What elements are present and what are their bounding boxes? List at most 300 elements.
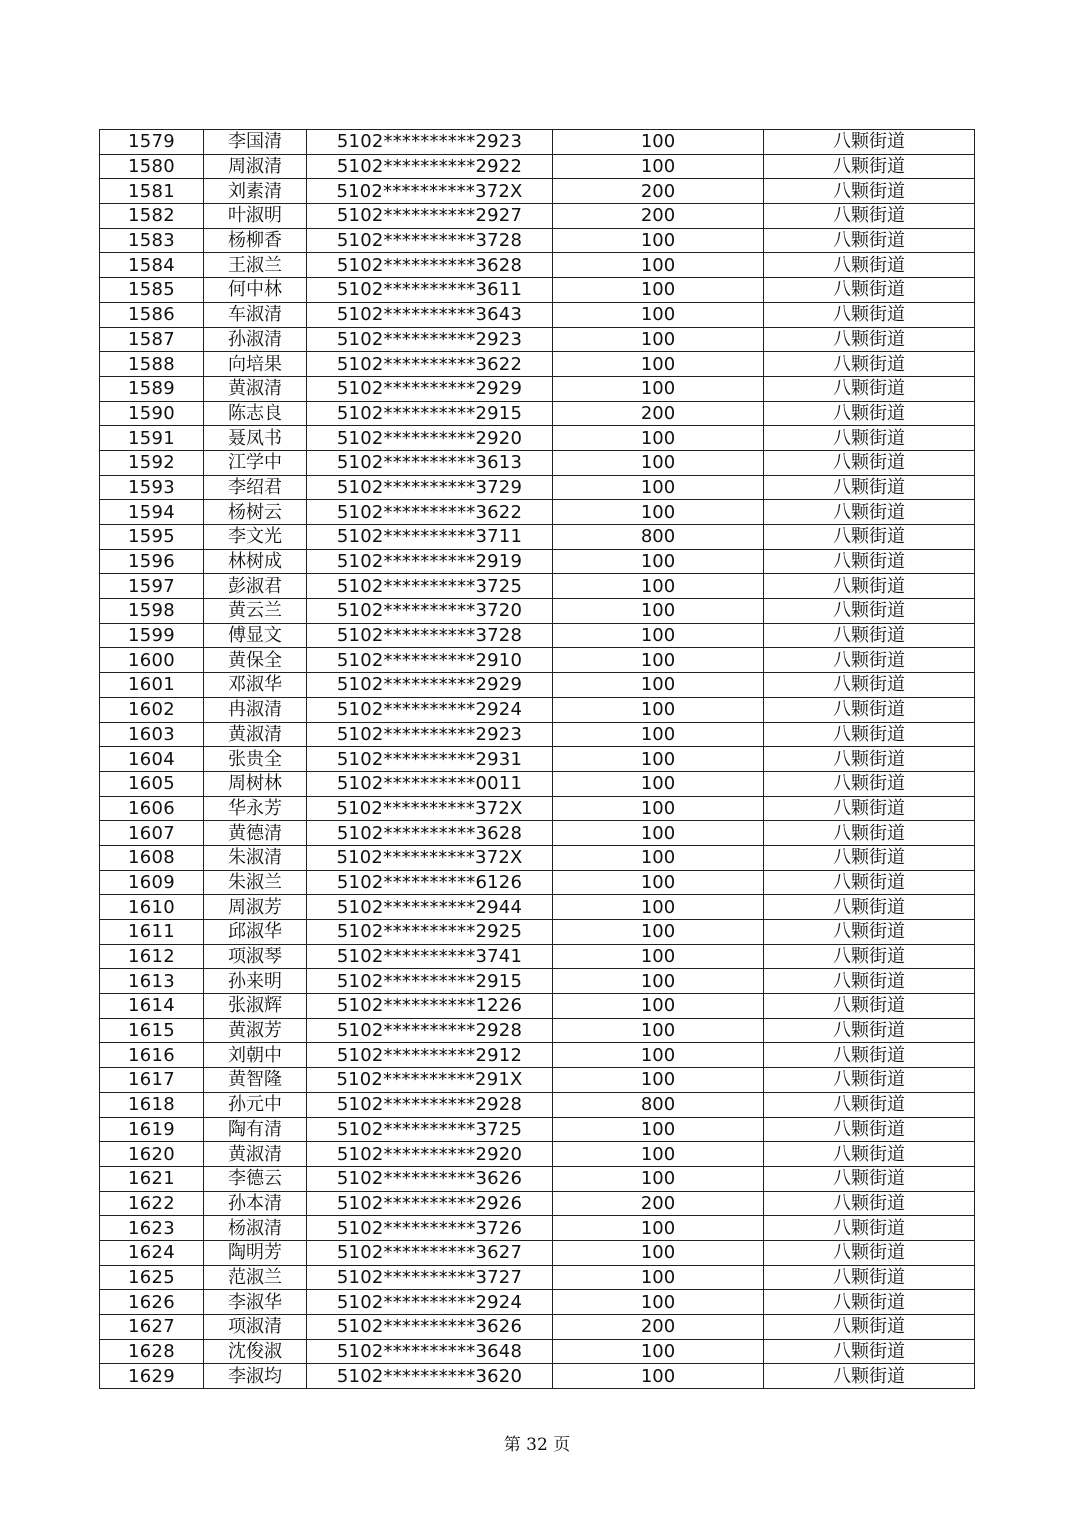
serial-number-cell: 1613	[100, 969, 204, 994]
serial-number-cell: 1601	[100, 673, 204, 698]
serial-number-cell: 1582	[100, 204, 204, 229]
street-cell: 八颗街道	[764, 1142, 975, 1167]
name-cell: 邱淑华	[204, 920, 307, 945]
amount-cell: 100	[553, 1117, 764, 1142]
id-number-cell: 5102**********2919	[307, 549, 553, 574]
serial-number-cell: 1599	[100, 623, 204, 648]
table-row	[100, 895, 975, 920]
street-cell: 八颗街道	[764, 352, 975, 377]
amount-cell: 100	[553, 302, 764, 327]
table-row	[100, 1339, 975, 1364]
street-cell: 八颗街道	[764, 994, 975, 1019]
name-cell: 杨柳香	[204, 228, 307, 253]
serial-number-cell: 1614	[100, 994, 204, 1019]
street-cell: 八颗街道	[764, 1364, 975, 1389]
serial-number-cell: 1587	[100, 327, 204, 352]
street-cell: 八颗街道	[764, 1092, 975, 1117]
id-number-cell: 5102**********2923	[307, 327, 553, 352]
name-cell: 李淑华	[204, 1290, 307, 1315]
amount-cell: 200	[553, 1191, 764, 1216]
table-row	[100, 574, 975, 599]
id-number-cell: 5102**********2928	[307, 1092, 553, 1117]
table-body	[100, 130, 975, 1389]
amount-cell: 100	[553, 1216, 764, 1241]
street-cell: 八颗街道	[764, 1166, 975, 1191]
id-number-cell: 5102**********3628	[307, 821, 553, 846]
id-number-cell: 5102**********2929	[307, 376, 553, 401]
serial-number-cell: 1609	[100, 870, 204, 895]
name-cell: 江学中	[204, 450, 307, 475]
id-number-cell: 5102**********2924	[307, 697, 553, 722]
name-cell: 项淑清	[204, 1315, 307, 1340]
street-cell: 八颗街道	[764, 278, 975, 303]
table-row	[100, 253, 975, 278]
table-row	[100, 1142, 975, 1167]
id-number-cell: 5102**********2920	[307, 426, 553, 451]
table-row	[100, 130, 975, 155]
amount-cell: 100	[553, 1166, 764, 1191]
id-number-cell: 5102**********0011	[307, 771, 553, 796]
amount-cell: 200	[553, 179, 764, 204]
serial-number-cell: 1616	[100, 1043, 204, 1068]
serial-number-cell: 1595	[100, 525, 204, 550]
serial-number-cell: 1604	[100, 747, 204, 772]
serial-number-cell: 1622	[100, 1191, 204, 1216]
serial-number-cell: 1597	[100, 574, 204, 599]
id-number-cell: 5102**********372X	[307, 845, 553, 870]
name-cell: 周淑清	[204, 154, 307, 179]
street-cell: 八颗街道	[764, 376, 975, 401]
id-number-cell: 5102**********2920	[307, 1142, 553, 1167]
id-number-cell: 5102**********291X	[307, 1068, 553, 1093]
name-cell: 刘朝中	[204, 1043, 307, 1068]
serial-number-cell: 1607	[100, 821, 204, 846]
id-number-cell: 5102**********2944	[307, 895, 553, 920]
name-cell: 王淑兰	[204, 253, 307, 278]
name-cell: 聂凤书	[204, 426, 307, 451]
street-cell: 八颗街道	[764, 401, 975, 426]
records-table	[99, 129, 975, 1389]
serial-number-cell: 1585	[100, 278, 204, 303]
table-row	[100, 969, 975, 994]
street-cell: 八颗街道	[764, 969, 975, 994]
serial-number-cell: 1625	[100, 1265, 204, 1290]
amount-cell: 100	[553, 1364, 764, 1389]
amount-cell: 100	[553, 599, 764, 624]
id-number-cell: 5102**********3728	[307, 228, 553, 253]
street-cell: 八颗街道	[764, 1240, 975, 1265]
serial-number-cell: 1580	[100, 154, 204, 179]
table-row	[100, 1364, 975, 1389]
id-number-cell: 5102**********2926	[307, 1191, 553, 1216]
table-row	[100, 747, 975, 772]
name-cell: 朱淑清	[204, 845, 307, 870]
table-row	[100, 623, 975, 648]
amount-cell: 100	[553, 920, 764, 945]
street-cell: 八颗街道	[764, 1068, 975, 1093]
table-row	[100, 1315, 975, 1340]
street-cell: 八颗街道	[764, 895, 975, 920]
amount-cell: 100	[553, 376, 764, 401]
serial-number-cell: 1603	[100, 722, 204, 747]
serial-number-cell: 1624	[100, 1240, 204, 1265]
table-row	[100, 1166, 975, 1191]
amount-cell: 200	[553, 401, 764, 426]
serial-number-cell: 1610	[100, 895, 204, 920]
name-cell: 车淑清	[204, 302, 307, 327]
id-number-cell: 5102**********2925	[307, 920, 553, 945]
serial-number-cell: 1593	[100, 475, 204, 500]
serial-number-cell: 1589	[100, 376, 204, 401]
id-number-cell: 5102**********3622	[307, 352, 553, 377]
amount-cell: 100	[553, 549, 764, 574]
serial-number-cell: 1579	[100, 130, 204, 155]
id-number-cell: 5102**********2912	[307, 1043, 553, 1068]
name-cell: 陶明芳	[204, 1240, 307, 1265]
table-row	[100, 1018, 975, 1043]
name-cell: 陶有清	[204, 1117, 307, 1142]
street-cell: 八颗街道	[764, 1018, 975, 1043]
page-number: 第 32 页	[503, 1435, 571, 1455]
table-row	[100, 1240, 975, 1265]
id-number-cell: 5102**********2915	[307, 969, 553, 994]
name-cell: 孙元中	[204, 1092, 307, 1117]
name-cell: 林树成	[204, 549, 307, 574]
amount-cell: 100	[553, 1290, 764, 1315]
street-cell: 八颗街道	[764, 944, 975, 969]
serial-number-cell: 1618	[100, 1092, 204, 1117]
name-cell: 邓淑华	[204, 673, 307, 698]
table-row	[100, 525, 975, 550]
id-number-cell: 5102**********3626	[307, 1315, 553, 1340]
street-cell: 八颗街道	[764, 525, 975, 550]
name-cell: 向培果	[204, 352, 307, 377]
amount-cell: 100	[553, 1043, 764, 1068]
table-row	[100, 648, 975, 673]
name-cell: 李文光	[204, 525, 307, 550]
street-cell: 八颗街道	[764, 1216, 975, 1241]
table-row	[100, 154, 975, 179]
amount-cell: 100	[553, 673, 764, 698]
table-row	[100, 920, 975, 945]
table-row	[100, 722, 975, 747]
street-cell: 八颗街道	[764, 648, 975, 673]
table-row	[100, 376, 975, 401]
serial-number-cell: 1617	[100, 1068, 204, 1093]
name-cell: 李淑均	[204, 1364, 307, 1389]
amount-cell: 100	[553, 475, 764, 500]
table-row	[100, 1117, 975, 1142]
serial-number-cell: 1586	[100, 302, 204, 327]
amount-cell: 100	[553, 845, 764, 870]
name-cell: 李绍君	[204, 475, 307, 500]
street-cell: 八颗街道	[764, 426, 975, 451]
amount-cell: 100	[553, 994, 764, 1019]
table-row	[100, 697, 975, 722]
street-cell: 八颗街道	[764, 574, 975, 599]
street-cell: 八颗街道	[764, 796, 975, 821]
serial-number-cell: 1629	[100, 1364, 204, 1389]
name-cell: 孙来明	[204, 969, 307, 994]
amount-cell: 100	[553, 771, 764, 796]
name-cell: 黄云兰	[204, 599, 307, 624]
table-row	[100, 450, 975, 475]
street-cell: 八颗街道	[764, 920, 975, 945]
serial-number-cell: 1596	[100, 549, 204, 574]
amount-cell: 200	[553, 1315, 764, 1340]
name-cell: 傅显文	[204, 623, 307, 648]
street-cell: 八颗街道	[764, 599, 975, 624]
street-cell: 八颗街道	[764, 1191, 975, 1216]
street-cell: 八颗街道	[764, 228, 975, 253]
name-cell: 孙淑清	[204, 327, 307, 352]
id-number-cell: 5102**********2929	[307, 673, 553, 698]
amount-cell: 100	[553, 648, 764, 673]
id-number-cell: 5102**********3725	[307, 574, 553, 599]
id-number-cell: 5102**********3611	[307, 278, 553, 303]
serial-number-cell: 1600	[100, 648, 204, 673]
amount-cell: 100	[553, 1339, 764, 1364]
amount-cell: 100	[553, 1068, 764, 1093]
amount-cell: 100	[553, 352, 764, 377]
table-row	[100, 944, 975, 969]
street-cell: 八颗街道	[764, 1117, 975, 1142]
table-row	[100, 327, 975, 352]
street-cell: 八颗街道	[764, 1043, 975, 1068]
amount-cell: 100	[553, 944, 764, 969]
street-cell: 八颗街道	[764, 1339, 975, 1364]
amount-cell: 100	[553, 1265, 764, 1290]
id-number-cell: 5102**********3729	[307, 475, 553, 500]
serial-number-cell: 1621	[100, 1166, 204, 1191]
street-cell: 八颗街道	[764, 204, 975, 229]
street-cell: 八颗街道	[764, 1315, 975, 1340]
id-number-cell: 5102**********3728	[307, 623, 553, 648]
serial-number-cell: 1584	[100, 253, 204, 278]
amount-cell: 100	[553, 253, 764, 278]
name-cell: 杨淑清	[204, 1216, 307, 1241]
serial-number-cell: 1620	[100, 1142, 204, 1167]
id-number-cell: 5102**********3720	[307, 599, 553, 624]
id-number-cell: 5102**********3622	[307, 500, 553, 525]
table-row	[100, 1068, 975, 1093]
serial-number-cell: 1626	[100, 1290, 204, 1315]
serial-number-cell: 1598	[100, 599, 204, 624]
street-cell: 八颗街道	[764, 747, 975, 772]
amount-cell: 100	[553, 130, 764, 155]
id-number-cell: 5102**********3727	[307, 1265, 553, 1290]
table-row	[100, 599, 975, 624]
amount-cell: 100	[553, 870, 764, 895]
table-row	[100, 352, 975, 377]
amount-cell: 100	[553, 796, 764, 821]
amount-cell: 100	[553, 426, 764, 451]
table-row	[100, 204, 975, 229]
name-cell: 黄淑清	[204, 376, 307, 401]
id-number-cell: 5102**********3627	[307, 1240, 553, 1265]
serial-number-cell: 1592	[100, 450, 204, 475]
id-number-cell: 5102**********3711	[307, 525, 553, 550]
street-cell: 八颗街道	[764, 500, 975, 525]
amount-cell: 100	[553, 895, 764, 920]
serial-number-cell: 1590	[100, 401, 204, 426]
table-row	[100, 1216, 975, 1241]
id-number-cell: 5102**********2927	[307, 204, 553, 229]
id-number-cell: 5102**********3741	[307, 944, 553, 969]
table-row	[100, 994, 975, 1019]
table-row	[100, 821, 975, 846]
id-number-cell: 5102**********2923	[307, 130, 553, 155]
id-number-cell: 5102**********1226	[307, 994, 553, 1019]
id-number-cell: 5102**********372X	[307, 796, 553, 821]
name-cell: 李国清	[204, 130, 307, 155]
table-row	[100, 1265, 975, 1290]
amount-cell: 100	[553, 1240, 764, 1265]
serial-number-cell: 1591	[100, 426, 204, 451]
name-cell: 周淑芳	[204, 895, 307, 920]
table-row	[100, 1043, 975, 1068]
street-cell: 八颗街道	[764, 623, 975, 648]
serial-number-cell: 1583	[100, 228, 204, 253]
table-row	[100, 401, 975, 426]
table-row	[100, 426, 975, 451]
street-cell: 八颗街道	[764, 1290, 975, 1315]
table-row	[100, 475, 975, 500]
street-cell: 八颗街道	[764, 549, 975, 574]
table-row	[100, 796, 975, 821]
street-cell: 八颗街道	[764, 771, 975, 796]
name-cell: 陈志良	[204, 401, 307, 426]
amount-cell: 100	[553, 1142, 764, 1167]
id-number-cell: 5102**********6126	[307, 870, 553, 895]
amount-cell: 100	[553, 574, 764, 599]
name-cell: 张贵全	[204, 747, 307, 772]
id-number-cell: 5102**********2931	[307, 747, 553, 772]
street-cell: 八颗街道	[764, 821, 975, 846]
table-row	[100, 278, 975, 303]
street-cell: 八颗街道	[764, 722, 975, 747]
street-cell: 八颗街道	[764, 475, 975, 500]
table-row	[100, 500, 975, 525]
id-number-cell: 5102**********2924	[307, 1290, 553, 1315]
name-cell: 冉淑清	[204, 697, 307, 722]
name-cell: 黄淑芳	[204, 1018, 307, 1043]
street-cell: 八颗街道	[764, 327, 975, 352]
street-cell: 八颗街道	[764, 697, 975, 722]
id-number-cell: 5102**********2928	[307, 1018, 553, 1043]
id-number-cell: 5102**********2910	[307, 648, 553, 673]
street-cell: 八颗街道	[764, 1265, 975, 1290]
serial-number-cell: 1605	[100, 771, 204, 796]
serial-number-cell: 1612	[100, 944, 204, 969]
table-row	[100, 845, 975, 870]
id-number-cell: 5102**********2922	[307, 154, 553, 179]
amount-cell: 100	[553, 722, 764, 747]
table-row	[100, 1191, 975, 1216]
serial-number-cell: 1594	[100, 500, 204, 525]
name-cell: 范淑兰	[204, 1265, 307, 1290]
name-cell: 张淑辉	[204, 994, 307, 1019]
amount-cell: 100	[553, 228, 764, 253]
name-cell: 彭淑君	[204, 574, 307, 599]
serial-number-cell: 1619	[100, 1117, 204, 1142]
table-row	[100, 870, 975, 895]
name-cell: 黄保全	[204, 648, 307, 673]
name-cell: 孙本清	[204, 1191, 307, 1216]
street-cell: 八颗街道	[764, 253, 975, 278]
serial-number-cell: 1588	[100, 352, 204, 377]
name-cell: 杨树云	[204, 500, 307, 525]
name-cell: 沈俊淑	[204, 1339, 307, 1364]
amount-cell: 100	[553, 450, 764, 475]
street-cell: 八颗街道	[764, 673, 975, 698]
name-cell: 李德云	[204, 1166, 307, 1191]
name-cell: 朱淑兰	[204, 870, 307, 895]
street-cell: 八颗街道	[764, 179, 975, 204]
serial-number-cell: 1611	[100, 920, 204, 945]
amount-cell: 100	[553, 1018, 764, 1043]
amount-cell: 100	[553, 821, 764, 846]
id-number-cell: 5102**********3620	[307, 1364, 553, 1389]
street-cell: 八颗街道	[764, 845, 975, 870]
id-number-cell: 5102**********3613	[307, 450, 553, 475]
amount-cell: 100	[553, 278, 764, 303]
serial-number-cell: 1627	[100, 1315, 204, 1340]
name-cell: 黄德清	[204, 821, 307, 846]
amount-cell: 800	[553, 1092, 764, 1117]
name-cell: 项淑琴	[204, 944, 307, 969]
id-number-cell: 5102**********372X	[307, 179, 553, 204]
name-cell: 叶淑明	[204, 204, 307, 229]
id-number-cell: 5102**********3725	[307, 1117, 553, 1142]
serial-number-cell: 1608	[100, 845, 204, 870]
id-number-cell: 5102**********3643	[307, 302, 553, 327]
street-cell: 八颗街道	[764, 450, 975, 475]
serial-number-cell: 1615	[100, 1018, 204, 1043]
name-cell: 黄淑清	[204, 722, 307, 747]
amount-cell: 100	[553, 500, 764, 525]
table-row	[100, 1290, 975, 1315]
id-number-cell: 5102**********3628	[307, 253, 553, 278]
name-cell: 黄淑清	[204, 1142, 307, 1167]
table-row	[100, 228, 975, 253]
serial-number-cell: 1581	[100, 179, 204, 204]
table-row	[100, 1092, 975, 1117]
amount-cell: 100	[553, 327, 764, 352]
serial-number-cell: 1623	[100, 1216, 204, 1241]
street-cell: 八颗街道	[764, 130, 975, 155]
serial-number-cell: 1602	[100, 697, 204, 722]
street-cell: 八颗街道	[764, 870, 975, 895]
id-number-cell: 5102**********2923	[307, 722, 553, 747]
name-cell: 何中林	[204, 278, 307, 303]
amount-cell: 100	[553, 697, 764, 722]
table-row	[100, 673, 975, 698]
serial-number-cell: 1606	[100, 796, 204, 821]
amount-cell: 200	[553, 204, 764, 229]
amount-cell: 100	[553, 969, 764, 994]
name-cell: 黄智隆	[204, 1068, 307, 1093]
name-cell: 周树林	[204, 771, 307, 796]
serial-number-cell: 1628	[100, 1339, 204, 1364]
name-cell: 刘素清	[204, 179, 307, 204]
name-cell: 华永芳	[204, 796, 307, 821]
amount-cell: 100	[553, 747, 764, 772]
amount-cell: 100	[553, 154, 764, 179]
amount-cell: 100	[553, 623, 764, 648]
street-cell: 八颗街道	[764, 302, 975, 327]
id-number-cell: 5102**********3648	[307, 1339, 553, 1364]
